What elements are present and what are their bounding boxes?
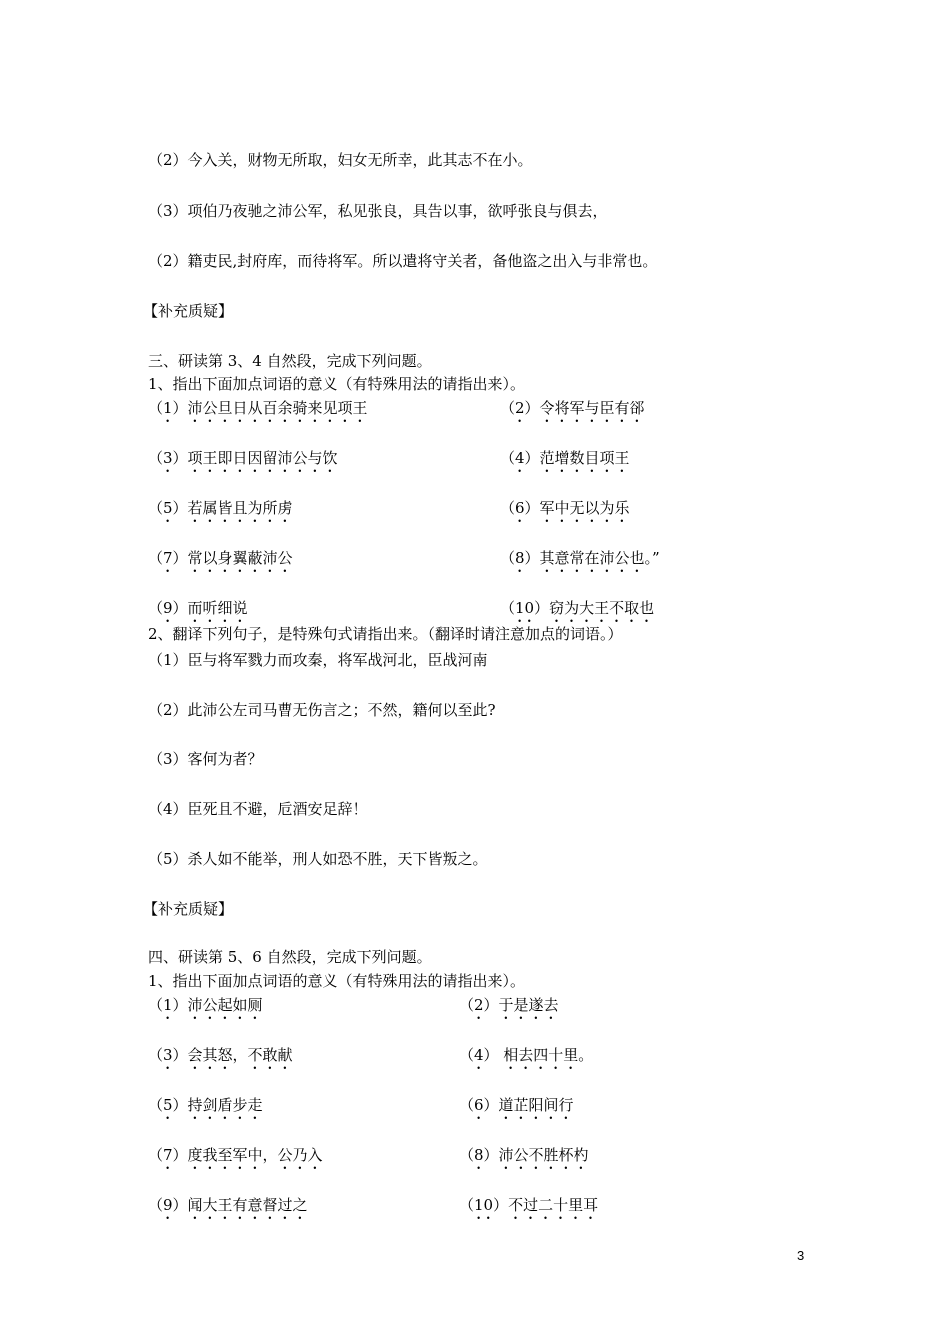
vocab-item: （1）沛公旦日从百余骑来见项王 <box>148 399 368 417</box>
translation-item: （3）客何为者？ <box>148 750 263 768</box>
vocab-item: （8）沛公不胜杯杓 <box>459 1146 589 1164</box>
translation-item: （3）项伯乃夜驰之沛公军，私见张良，具告以事，欲呼张良与俱去， <box>148 202 608 220</box>
vocab-item: （4）范增数目项王 <box>500 449 630 467</box>
vocab-item: （3）项王即日因留沛公与饮 <box>148 449 338 467</box>
translation-item: （1）臣与将军戮力而攻秦，将军战河北，臣战河南 <box>148 651 488 669</box>
supplement-heading: 【补充质疑】 <box>143 302 234 320</box>
vocab-item: （1）沛公起如厕 <box>148 996 263 1014</box>
vocab-item: （6）军中无以为乐 <box>500 499 630 517</box>
vocab-item: （2）令将军与臣有郤 <box>500 399 645 417</box>
vocab-item: （4） 相去四十里。 <box>459 1046 594 1064</box>
vocab-item: （7）度我至军中，公乃入 <box>148 1146 323 1164</box>
translation-item: （4）臣死且不避，卮酒安足辞！ <box>148 800 368 818</box>
vocab-item: （5）若属皆且为所虏 <box>148 499 293 517</box>
vocab-item: （9）而听细说 <box>148 599 248 617</box>
vocab-item: （6）道芷阳间行 <box>459 1096 574 1114</box>
vocab-item: （8）其意常在沛公也。” <box>500 549 660 567</box>
translation-item: （2）籍吏民,封府库，而待将军。所以遣将守关者，备他盗之出入与非常也。 <box>148 252 658 270</box>
translation-item: （2）此沛公左司马曹无伤言之；不然，籍何以至此? <box>148 701 496 719</box>
question-title: 1、指出下面加点词语的意义（有特殊用法的请指出来）。 <box>148 972 526 990</box>
vocab-item: （10）窃为大王不取也 <box>500 599 655 617</box>
supplement-heading: 【补充质疑】 <box>143 900 234 918</box>
translation-item: （2）今入关，财物无所取，妇女无所幸，此其志不在小。 <box>148 151 533 169</box>
vocab-item: （7）常以身翼蔽沛公 <box>148 549 293 567</box>
section-heading: 三、研读第 3、4 自然段，完成下列问题。 <box>148 352 432 370</box>
section-heading: 四、研读第 5、6 自然段，完成下列问题。 <box>148 948 432 966</box>
vocab-item: （3）会其怒，不敢献 <box>148 1046 293 1064</box>
page-number: 3 <box>797 1248 805 1263</box>
vocab-item: （9）闻大王有意督过之 <box>148 1196 308 1214</box>
question-title: 2、翻译下列句子，是特殊句式请指出来。（翻译时请注意加点的词语。） <box>148 625 623 643</box>
vocab-item: （10）不过二十里耳 <box>459 1196 599 1214</box>
question-title: 1、指出下面加点词语的意义（有特殊用法的请指出来）。 <box>148 375 526 393</box>
vocab-item: （2）于是遂去 <box>459 996 559 1014</box>
translation-item: （5）杀人如不能举，刑人如恐不胜，天下皆叛之。 <box>148 850 488 868</box>
vocab-item: （5）持剑盾步走 <box>148 1096 263 1114</box>
